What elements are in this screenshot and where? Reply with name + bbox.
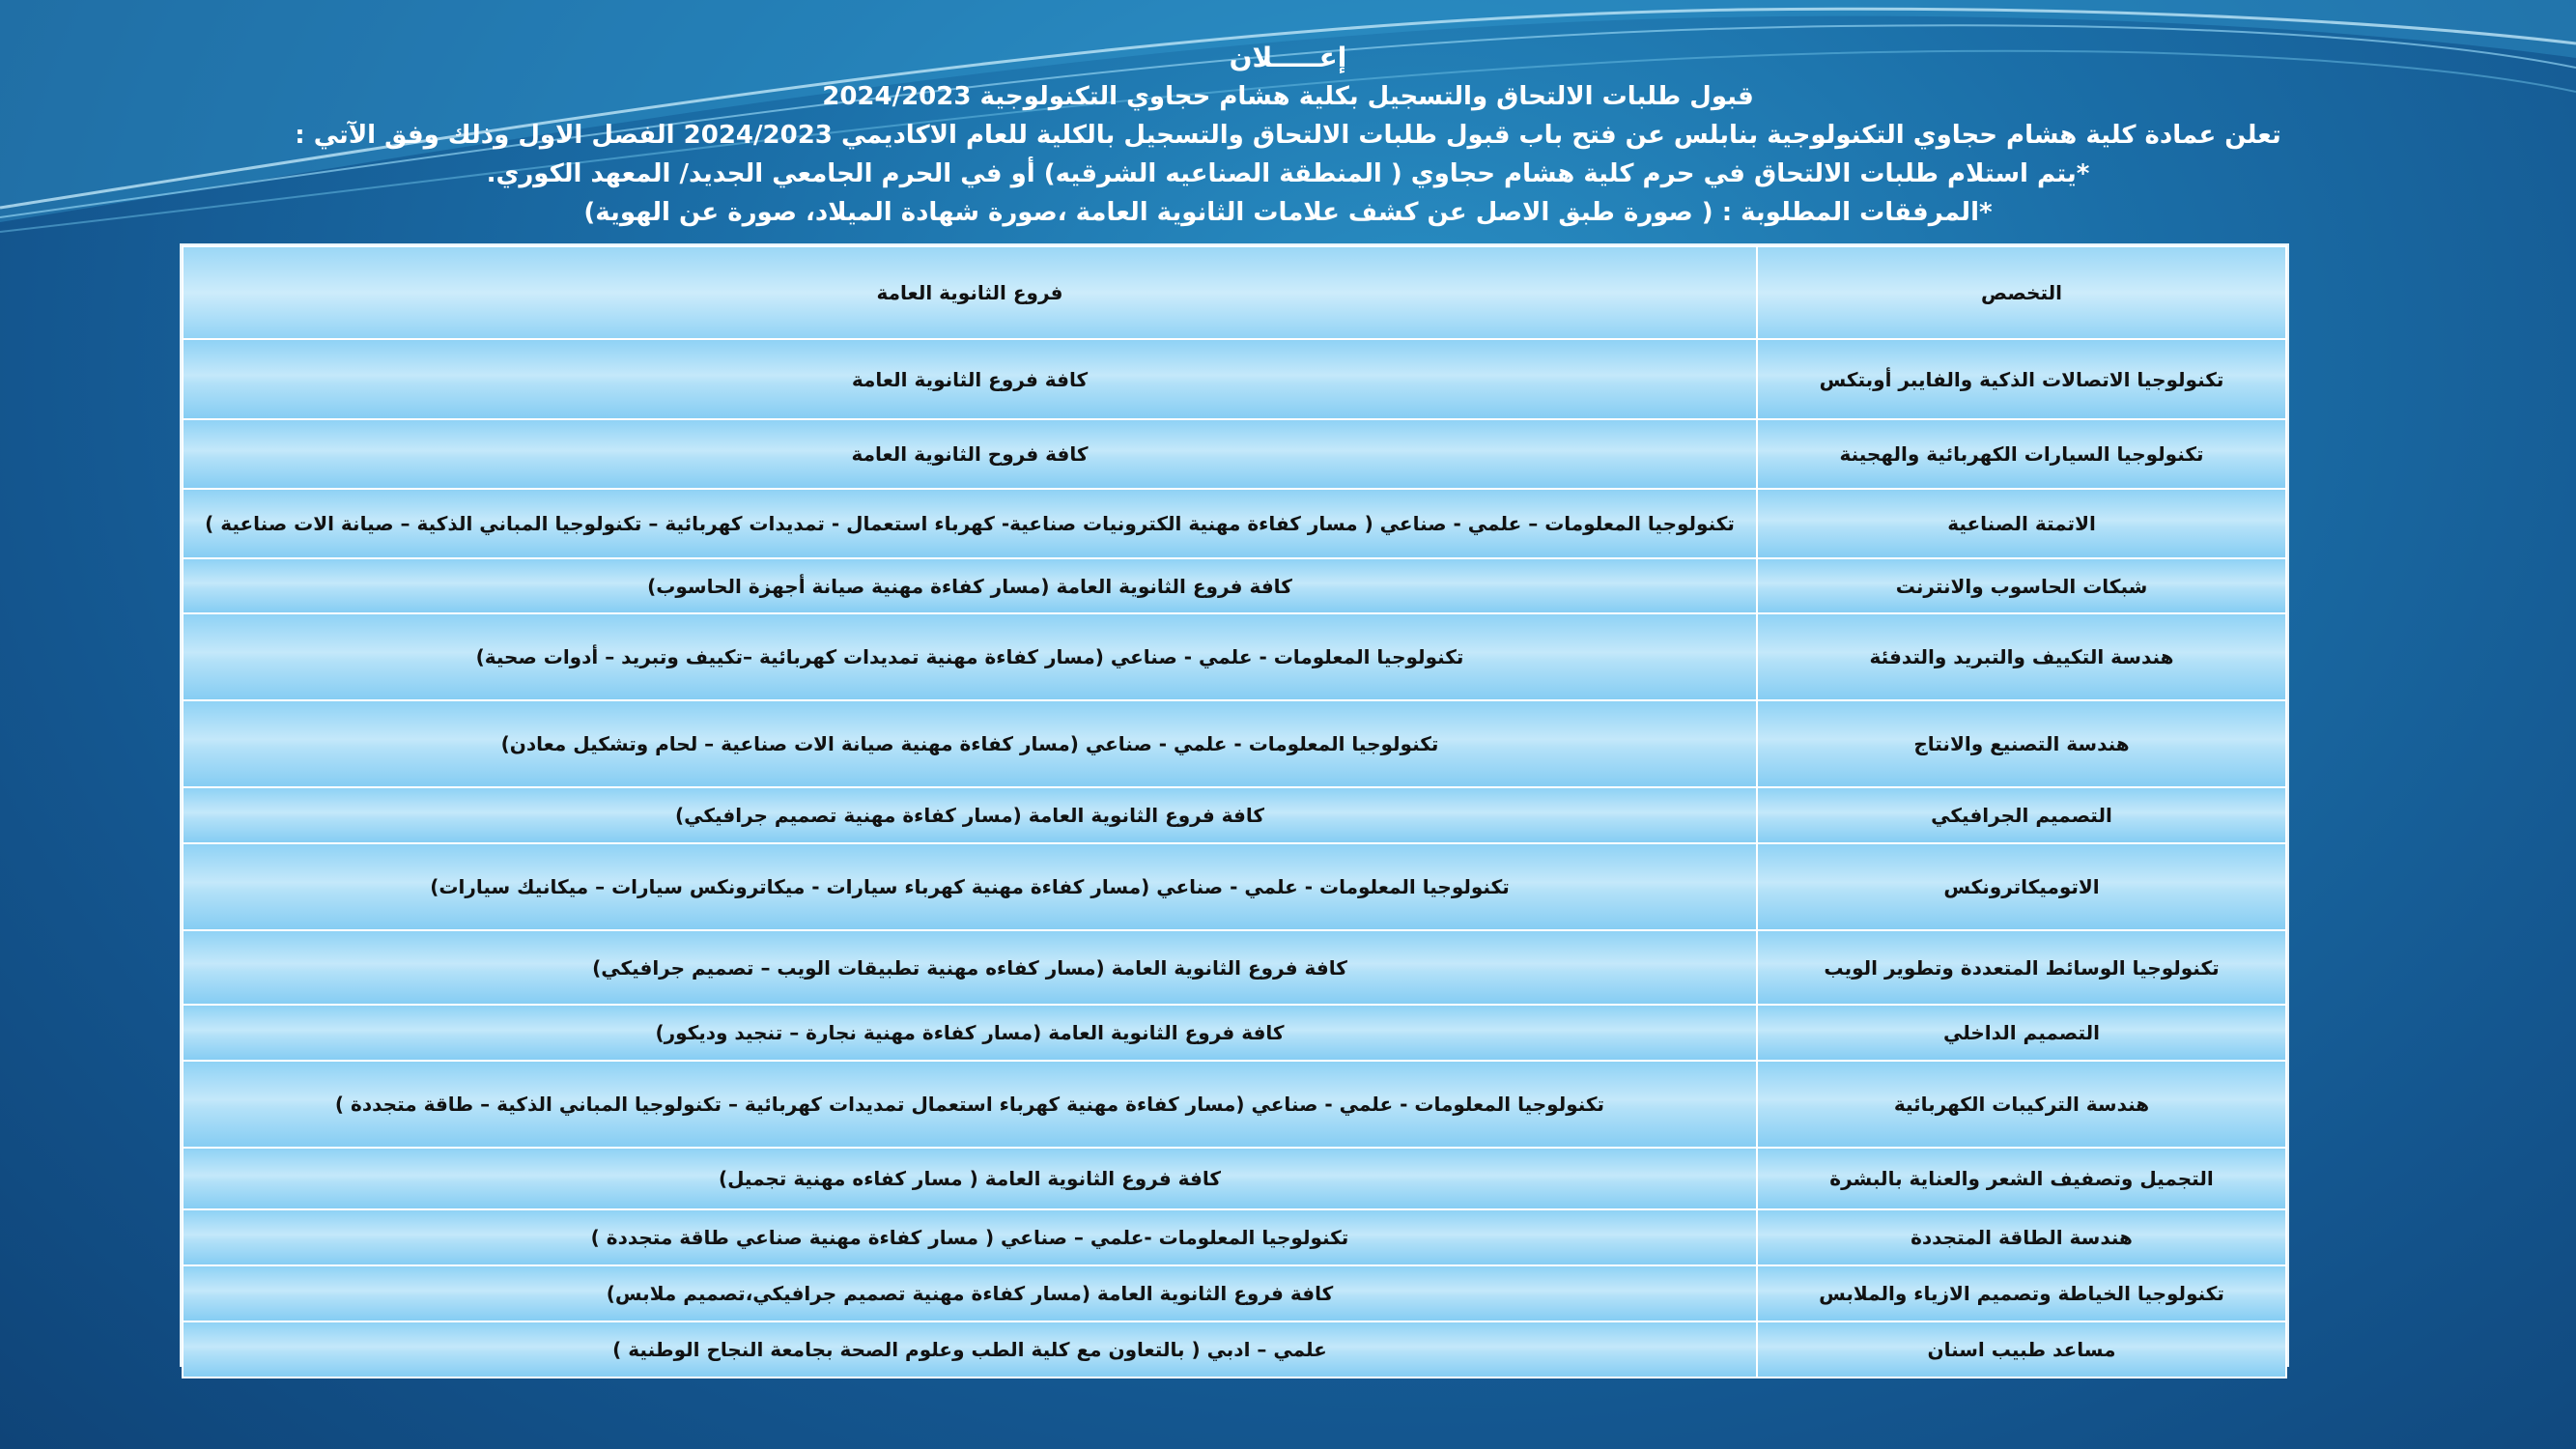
table-row [183,613,2286,700]
cell-specialization: تكنولوجيا السيارات الكهربائية والهجينة [1757,419,2286,489]
cell-branches: كافة فروع الثانوية العامة (مسار كفاءة مهنية تصميم جرافيكي) [183,787,1757,843]
cell-specialization: التصميم الجرافيكي [1757,787,2286,843]
cell-specialization: شبكات الحاسوب والانترنت [1757,558,2286,613]
table-row [183,930,2286,1005]
cell-branches: كافة فروع الثانوية العامة ( مسار كفاءه مهنية تجميل) [183,1148,1757,1209]
cell-specialization: هندسة التكييف والتبريد والتدفئة [1757,613,2286,700]
header-specialization: التخصص [1757,246,2286,339]
cell-branches: علمي – ادبي ( بالتعاون مع كلية الطب وعلوم الصحة بجامعة النجاح الوطنية ) [183,1321,1757,1378]
announcement-header [0,39,2576,232]
table-row [183,489,2286,558]
attachments-note: *المرفقات المطلوبة : ( صورة طبق الاصل عن كشف علامات الثانوية العامة ،صورة شهادة الميلاد، صورة عن الهوية) [583,198,1993,227]
table-row [183,1209,2286,1265]
cell-branches: تكنولوجيا المعلومات - علمي - صناعي (مسار كفاءة مهنية كهرباء استعمال تمديدات كهربائية – تكنولوجيا المباني الذكية – طاقة متجددة ) [183,1061,1757,1148]
cell-specialization: التصميم الداخلي [1757,1005,2286,1061]
cell-specialization: هندسة التركيبات الكهربائية [1757,1061,2286,1148]
cell-branches: كافة فروع الثانوية العامة [183,339,1757,419]
cell-specialization: مساعد طبيب اسنان [1757,1321,2286,1378]
cell-branches: تكنولوجيا المعلومات - علمي - صناعي (مسار كفاءة مهنية تمديدات كهربائية –تكييف وتبريد – أدوات صحية) [183,613,1757,700]
cell-branches: كافة فروع الثانوية العامة (مسار كفاءة مهنية تصميم جرافيكي،تصميم ملابس) [183,1265,1757,1321]
announcement-intro: تعلن عمادة كلية هشام حجاوي التكنولوجية بنابلس عن فتح باب قبول طلبات الالتحاق والتسجيل بالكلية للعام الاكاديمي 2024/2023 الفصل الاول وذلك وفق الآتي : [295,121,2281,150]
admissions-table-container [180,243,2289,1367]
cell-specialization: الاتمتة الصناعية [1757,489,2286,558]
cell-branches: كافة فروع الثانوية العامة (مسار كفاءة مهنية صيانة أجهزة الحاسوب) [183,558,1757,613]
cell-specialization: التجميل وتصفيف الشعر والعناية بالبشرة [1757,1148,2286,1209]
announcement-subtitle: قبول طلبات الالتحاق والتسجيل بكلية هشام حجاوي التكنولوجية 2024/2023 [822,82,1754,111]
table-row [183,1061,2286,1148]
table-row [183,1148,2286,1209]
announcement-title: إعـــــلان [1229,42,1347,73]
cell-specialization: تكنولوجيا الاتصالات الذكية والفايبر أوبتكس [1757,339,2286,419]
cell-branches: كافة فروح الثانوية العامة [183,419,1757,489]
table-row [183,700,2286,787]
table-row [183,339,2286,419]
cell-branches: كافة فروع الثانوية العامة (مسار كفاءة مهنية نجارة – تنجيد وديكور) [183,1005,1757,1061]
cell-branches: كافة فروع الثانوية العامة (مسار كفاءه مهنية تطبيقات الويب – تصميم جرافيكي) [183,930,1757,1005]
cell-branches: تكنولوجيا المعلومات -علمي – صناعي ( مسار كفاءة مهنية صناعي طاقة متجددة ) [183,1209,1757,1265]
table-row [183,1321,2286,1378]
table-row [183,558,2286,613]
table-row [183,1005,2286,1061]
cell-branches: تكنولوجيا المعلومات – علمي - صناعي ( مسار كفاءة مهنية الكترونيات صناعية- كهرباء استعمال - تمديدات كهربائية – تكنولوجيا المباني الذكية – صيانة الات صناعية ) [183,489,1757,558]
cell-branches: تكنولوجيا المعلومات - علمي - صناعي (مسار كفاءة مهنية كهرباء سيارات - ميكاترونكس سيارات – ميكانيك سيارات) [183,843,1757,930]
table-header-row [183,246,2286,339]
table-row [183,1265,2286,1321]
cell-specialization: هندسة التصنيع والانتاج [1757,700,2286,787]
admissions-table [182,245,2287,1378]
location-note: *يتم استلام طلبات الالتحاق في حرم كلية هشام حجاوي ( المنطقة الصناعيه الشرقيه) أو في الحرم الجامعي الجديد/ المعهد الكوري. [486,159,2090,188]
header-branches: فروع الثانوية العامة [183,246,1757,339]
cell-specialization: الاتوميكاترونكس [1757,843,2286,930]
table-row [183,787,2286,843]
table-row [183,843,2286,930]
cell-branches: تكنولوجيا المعلومات - علمي - صناعي (مسار كفاءة مهنية صيانة الات صناعية – لحام وتشكيل معادن) [183,700,1757,787]
table-row [183,419,2286,489]
cell-specialization: تكنولوجيا الخياطة وتصميم الازياء والملابس [1757,1265,2286,1321]
cell-specialization: تكنولوجيا الوسائط المتعددة وتطوير الويب [1757,930,2286,1005]
cell-specialization: هندسة الطاقة المتجددة [1757,1209,2286,1265]
